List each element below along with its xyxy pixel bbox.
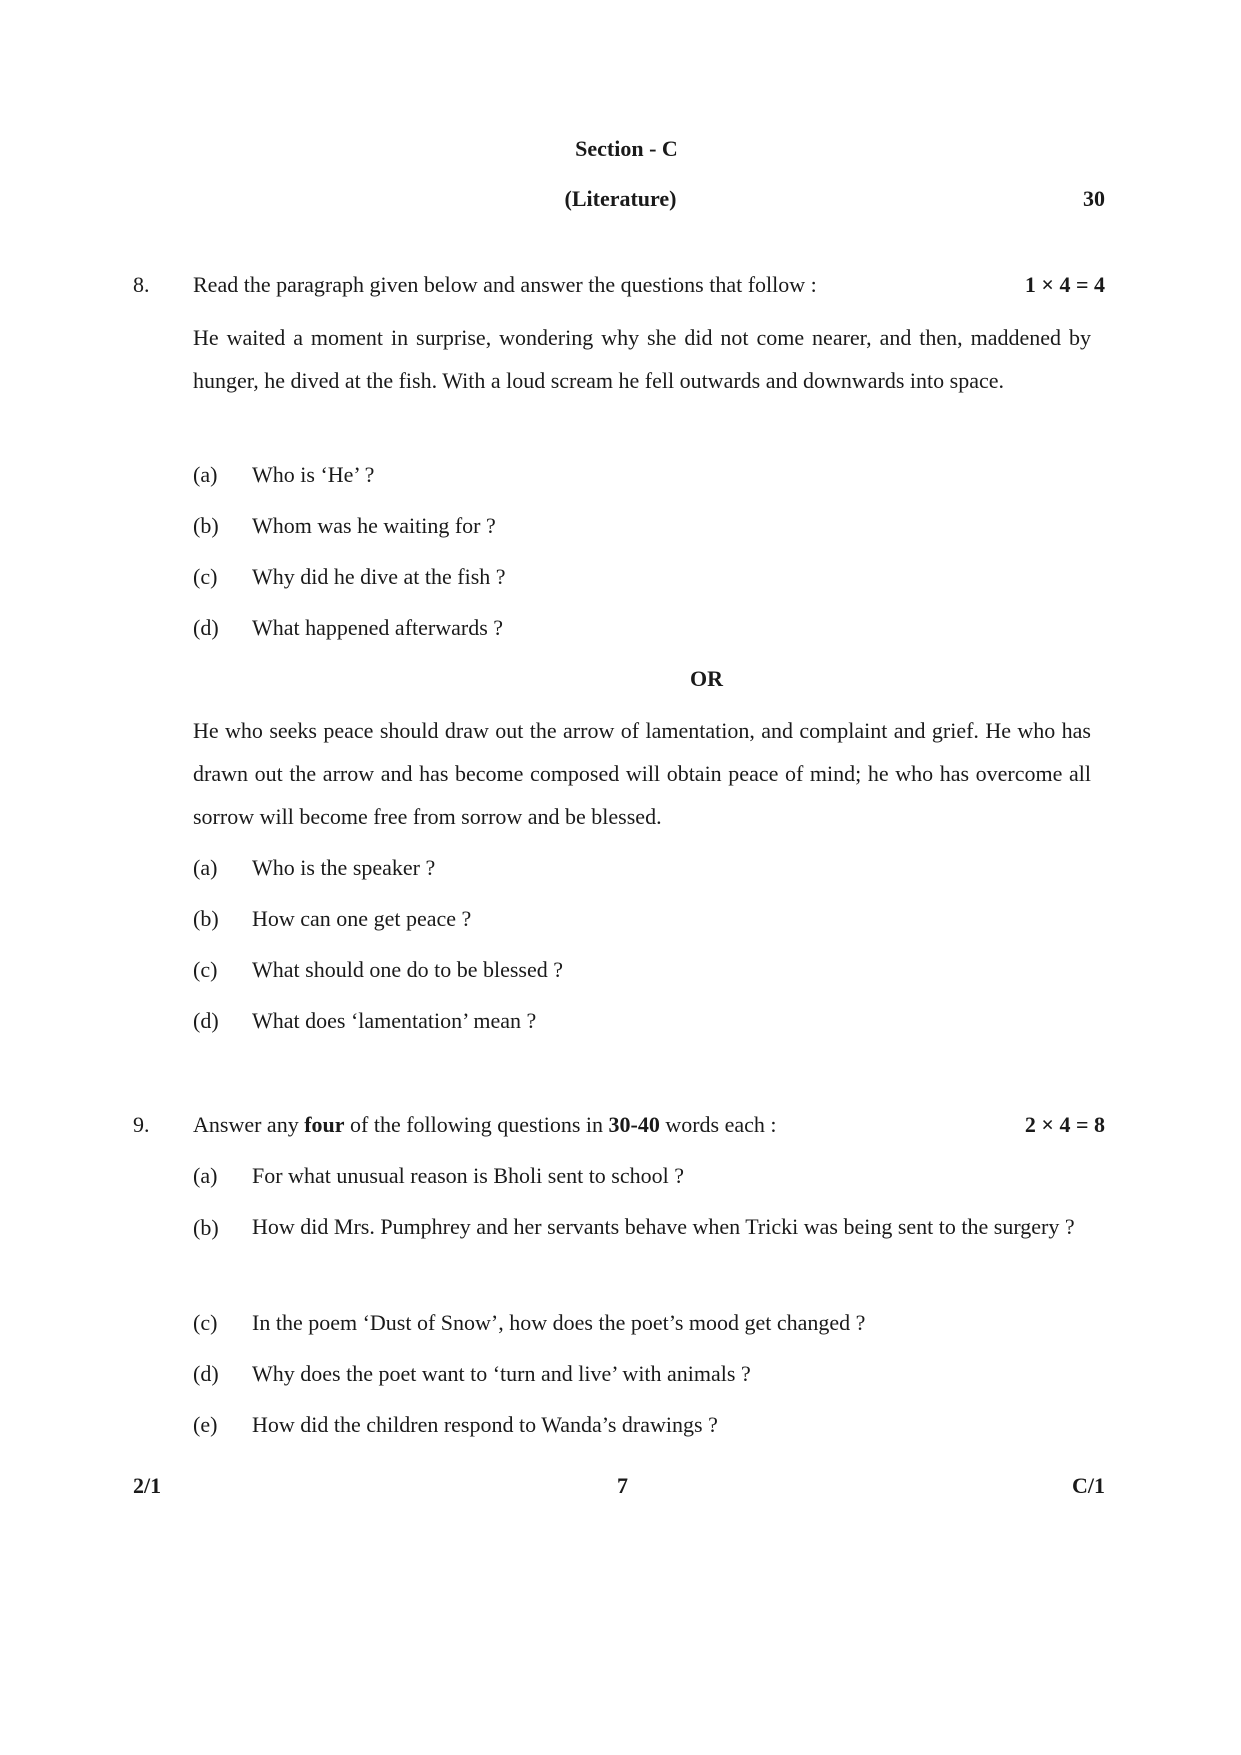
q9-question-e: How did the children respond to Wanda’s drawings ? (252, 1412, 718, 1437)
section-marks: 30 (1083, 186, 1105, 211)
q9-option-label: (a) (193, 1163, 218, 1188)
section-title: Section - C (575, 136, 678, 161)
footer-code-left: 2/1 (133, 1473, 162, 1498)
question-8-marks: 1 × 4 = 4 (1024, 272, 1105, 297)
instruction-text: words each : (659, 1112, 777, 1137)
question-8-instruction: Read the paragraph given below and answer the questions that follow : (193, 272, 817, 297)
instruction-emphasis-words: 30-40 (608, 1112, 660, 1137)
q8-alt-question-b: How can one get peace ? (252, 906, 472, 931)
q8-alt-option-label: (c) (193, 957, 218, 982)
q8-alt-question-d: What does ‘lamentation’ mean ? (252, 1008, 537, 1033)
q9-option-label: (b) (193, 1215, 219, 1240)
instruction-emphasis-count: four (304, 1112, 345, 1137)
q8-option-label: (d) (193, 615, 219, 640)
q8-question-b: Whom was he waiting for ? (252, 513, 496, 538)
q9-option-label: (d) (193, 1361, 219, 1386)
q8-question-a: Who is ‘He’ ? (252, 462, 375, 487)
footer-code-right: C/1 (1072, 1473, 1105, 1498)
q8-alt-option-label: (a) (193, 855, 218, 880)
instruction-text: Answer any (193, 1112, 305, 1137)
q8-question-d: What happened afterwards ? (252, 615, 504, 640)
instruction-text: of the following questions in (344, 1112, 609, 1137)
q9-option-label: (e) (193, 1412, 218, 1437)
page-number: 7 (617, 1473, 628, 1498)
question-number-9: 9. (133, 1112, 150, 1137)
q8-question-c: Why did he dive at the fish ? (252, 564, 506, 589)
section-subtitle: (Literature) (564, 186, 677, 211)
q8-alt-option-label: (b) (193, 906, 219, 931)
or-divider: OR (690, 666, 723, 691)
q9-option-label: (c) (193, 1310, 218, 1335)
q9-question-a: For what unusual reason is Bholi sent to school ? (252, 1163, 685, 1188)
q9-question-d: Why does the poet want to ‘turn and live’ with animals ? (252, 1361, 751, 1386)
question-9-marks: 2 × 4 = 8 (1024, 1112, 1105, 1137)
question-number-8: 8. (133, 272, 150, 297)
passage-2: He who seeks peace should draw out the arrow of lamentation, and complaint and grief. He who has drawn out the arrow and has become composed will obtain peace of mind; he who has overcome all sorrow will become free from sorrow and be blessed. (193, 718, 1091, 829)
q9-question-c: In the poem ‘Dust of Snow’, how does the poet’s mood get changed ? (252, 1310, 866, 1335)
q8-option-label: (b) (193, 513, 219, 538)
q8-alt-question-a: Who is the speaker ? (252, 855, 436, 880)
q8-option-label: (a) (193, 462, 218, 487)
passage-1: He waited a moment in surprise, wondering why she did not come nearer, and then, maddened by hunger, he dived at the fish. With a loud scream he fell outwards and downwards into space. (193, 325, 1091, 393)
q8-alt-question-c: What should one do to be blessed ? (252, 957, 563, 982)
question-9-instruction (193, 1112, 777, 1138)
q8-alt-option-label: (d) (193, 1008, 219, 1033)
q8-option-label: (c) (193, 564, 218, 589)
q9-question-b: How did Mrs. Pumphrey and her servants behave when Tricki was being sent to the surgery ? (252, 1214, 1075, 1239)
